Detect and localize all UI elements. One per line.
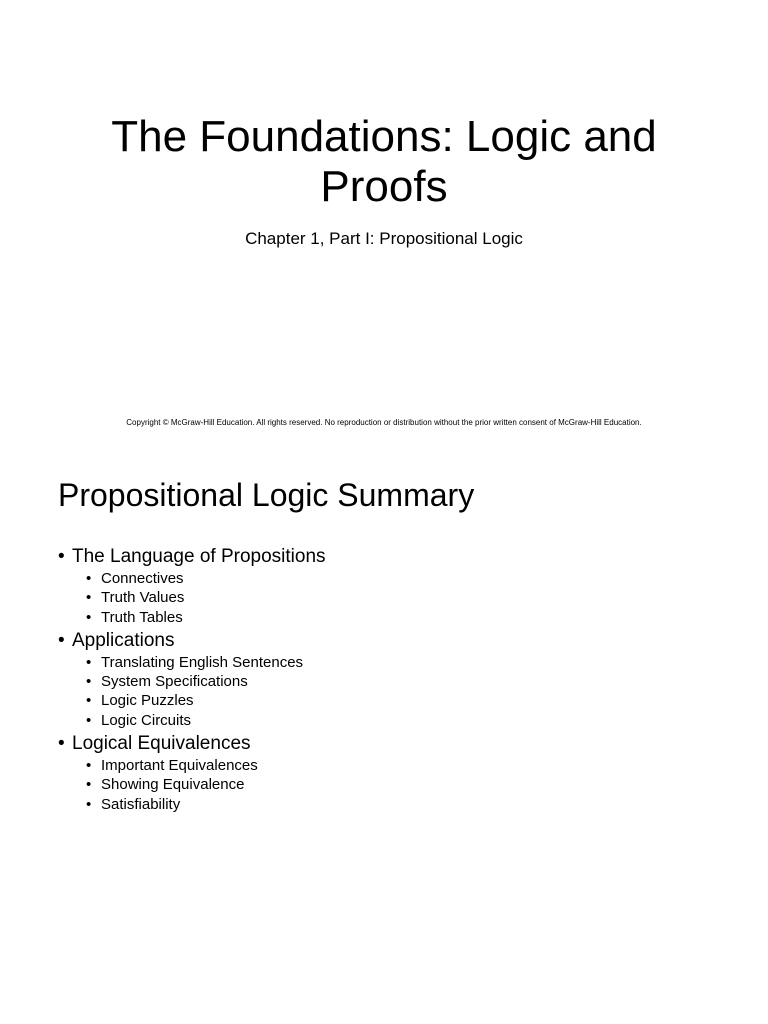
bullet-icon: •: [58, 733, 65, 755]
sub-outline-item: [86, 608, 326, 627]
sub-outline-item-label: Connectives: [101, 570, 184, 587]
sub-outline-item-label: Satisfiability: [101, 795, 181, 813]
bullet-icon: •: [86, 795, 92, 813]
bullet-icon: •: [58, 629, 65, 651]
bullet-icon: •: [86, 570, 92, 587]
outline-item-label: The Language of Propositions: [72, 546, 326, 567]
outline-item-label: Logical Equivalences: [72, 733, 251, 755]
bullet-icon: •: [86, 757, 92, 775]
bullet-icon: •: [86, 673, 92, 691]
bullet-icon: •: [86, 608, 92, 626]
sub-outline-item-label: Translating English Sentences: [101, 653, 304, 671]
outline-item-label: Applications: [72, 629, 175, 651]
bullet-icon: •: [86, 589, 92, 607]
sub-outline-item: [86, 756, 326, 775]
sub-outline-item: [86, 653, 326, 672]
bullet-icon: •: [86, 711, 92, 729]
sub-outline-item: [86, 775, 326, 794]
summary-slide: [0, 448, 768, 1024]
bullet-icon: •: [86, 776, 92, 794]
outline-item: [58, 732, 326, 814]
sub-outline-item: [86, 691, 326, 710]
title-slide: [0, 0, 768, 448]
sub-outline-list: [58, 569, 326, 627]
sub-outline-item-label: System Specifications: [101, 673, 248, 691]
outline-item-row: [58, 629, 326, 653]
sub-outline-item-label: Important Equivalences: [101, 757, 258, 775]
slide-subtitle: Chapter 1, Part I: Propositional Logic: [245, 229, 523, 248]
sub-outline-item: [86, 588, 326, 607]
summary-title: Propositional Logic Summary: [58, 477, 475, 513]
sub-outline-item: [86, 795, 326, 814]
sub-outline-item-label: Logic Circuits: [101, 711, 192, 729]
outline-item-row: [58, 545, 326, 569]
outline-list: [58, 545, 326, 816]
bullet-icon: •: [86, 653, 92, 671]
sub-outline-item: [86, 711, 326, 730]
bullet-icon: •: [58, 546, 65, 567]
sub-outline-item-label: Truth Tables: [101, 608, 183, 626]
sub-outline-item-label: Truth Values: [101, 589, 185, 607]
sub-outline-item-label: Logic Puzzles: [101, 692, 194, 710]
sub-outline-list: [58, 756, 326, 814]
sub-outline-list: [58, 653, 326, 730]
sub-outline-item: [86, 569, 326, 588]
outline-item: [58, 545, 326, 627]
sub-outline-item: [86, 672, 326, 691]
bullet-icon: •: [86, 692, 92, 710]
copyright-notice: Copyright © McGraw-Hill Education. All rights reserved. No reproduction or distribution without the prior written consent of McGraw-Hill Education.: [126, 418, 642, 427]
sub-outline-item-label: Showing Equivalence: [101, 776, 245, 794]
outline-item: [58, 629, 326, 730]
outline-item-row: [58, 732, 326, 756]
slide-title: The Foundations: Logic and Proofs: [111, 112, 657, 211]
